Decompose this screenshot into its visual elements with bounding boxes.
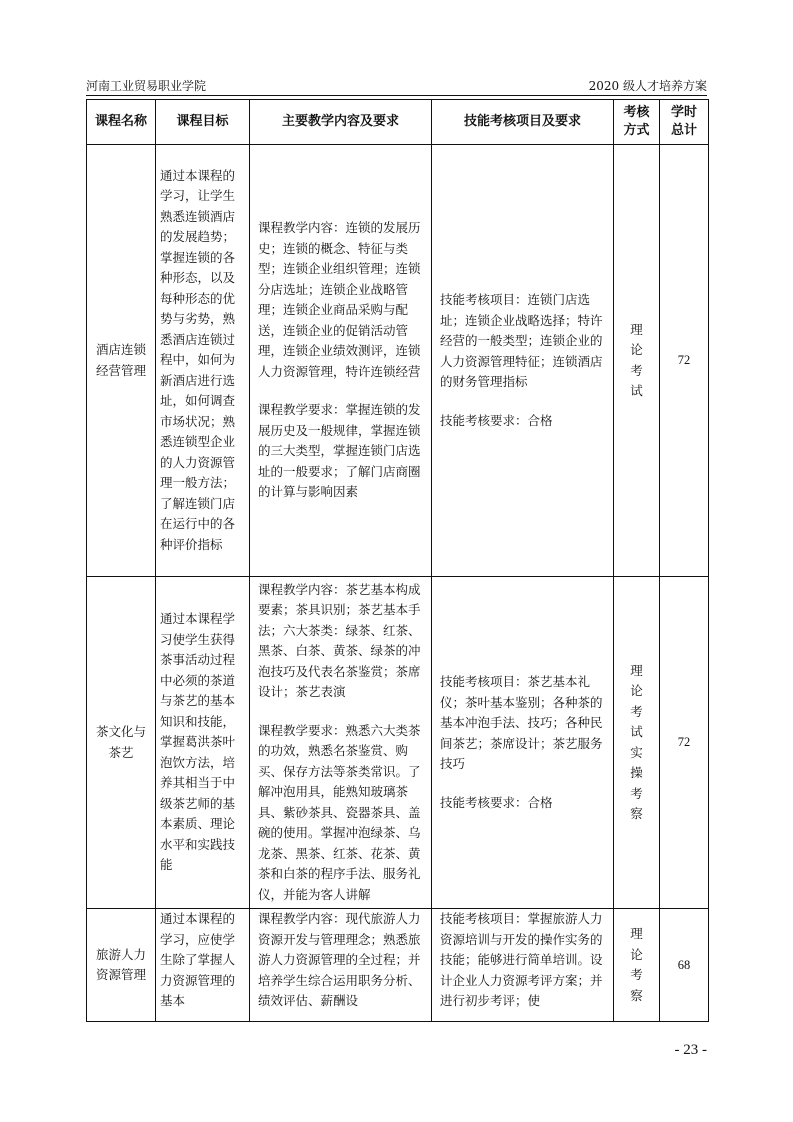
skill-assessment: 技能考核项目：掌握旅游人力资源培训与开发的操作实务的技能；能够进行简单培训。设计企业人力资源考评方案；并进行初步考评；使 bbox=[432, 909, 614, 1022]
course-name: 旅游人力资源管理 bbox=[87, 909, 156, 1022]
assessment-method: 理论考试实操考察 bbox=[614, 577, 660, 909]
skill-requirement: 技能考核要求：合格 bbox=[440, 412, 553, 428]
col-header-hours: 学时总计 bbox=[660, 100, 709, 145]
course-goal: 通过本课程的学习，让学生熟悉连锁酒店的发展趋势；掌握连锁的各种形态，以及每种形态的优势与劣势，熟悉酒店连锁过程中，如何为新酒店进行选址，如何调查市场状况；熟悉连锁型企业的人力资源管理一般方法；了解连锁门店在运行中的各种评价指标 bbox=[156, 145, 250, 577]
page-number: - 23 - bbox=[674, 1042, 707, 1058]
requirement-paragraph: 课程教学要求：熟悉六大类茶的功效，熟悉名茶鉴赏、购买、保存方法等茶类常识。了解冲泡用具，能熟知玻璃茶具、紫砂茶具、瓷器茶具、盖碗的使用。掌握冲泡绿茶、乌龙茶、黑茶、红茶、花茶、黄茶和白茶的程序手法、服务礼仪，并能为客人讲解 bbox=[258, 722, 421, 902]
content-paragraph: 课程教学内容：连锁的发展历史；连锁的概念、特征与类型；连锁企业组织管理；连锁分店选址；连锁企业战略管理；连锁企业商品采购与配送，连锁企业的促销活动管理，连锁企业绩效测评，连锁人力资源管理，特许连锁经营 bbox=[258, 220, 421, 379]
col-header-content: 主要教学内容及要求 bbox=[250, 100, 432, 145]
total-hours: 72 bbox=[660, 577, 709, 909]
header-school: 河南工业贸易职业学院 bbox=[86, 79, 207, 93]
course-goal: 通过本课程的学习，应使学生除了掌握人力资源管理的基本 bbox=[156, 909, 250, 1022]
total-hours: 68 bbox=[660, 909, 709, 1022]
skill-items: 技能考核项目：连锁门店选址；连锁企业战略选择；特许经营的一般类型；连锁企业的人力资源管理特征；连锁酒店的财务管理指标 bbox=[440, 292, 603, 389]
course-name: 酒店连锁经营管理 bbox=[87, 145, 156, 577]
table-row bbox=[87, 577, 709, 909]
skill-assessment bbox=[432, 145, 614, 577]
table-header-row bbox=[87, 100, 709, 145]
course-content bbox=[250, 145, 432, 577]
course-content: 课程教学内容：现代旅游人力资源开发与管理理念；熟悉旅游人力资源管理的全过程；并培养学生综合运用职务分析、绩效评估、薪酬设 bbox=[250, 909, 432, 1022]
skill-requirement: 技能考核要求：合格 bbox=[440, 794, 553, 810]
course-content bbox=[250, 577, 432, 909]
header-rule bbox=[86, 95, 707, 96]
table-row bbox=[87, 909, 709, 1022]
skill-items: 技能考核项目：茶艺基本礼仪；茶叶基本鉴别；各种茶的基本冲泡手法、技巧；各种民间茶艺；茶席设计；茶艺服务技巧 bbox=[440, 674, 603, 771]
requirement-paragraph: 课程教学要求：掌握连锁的发展历史及一般规律，掌握连锁的三大类型，掌握连锁门店选址的一般要求；了解门店商圈的计算与影响因素 bbox=[258, 402, 421, 500]
col-header-name: 课程名称 bbox=[87, 100, 156, 145]
skill-assessment bbox=[432, 577, 614, 909]
total-hours: 72 bbox=[660, 145, 709, 577]
course-name: 茶文化与茶艺 bbox=[87, 577, 156, 909]
col-header-skill: 技能考核项目及要求 bbox=[432, 100, 614, 145]
assessment-method: 理论考试 bbox=[614, 145, 660, 577]
curriculum-table bbox=[86, 99, 709, 1022]
header-doc-title: 2020 级人才培养方案 bbox=[588, 79, 707, 93]
col-header-method: 考核方式 bbox=[614, 100, 660, 145]
content-paragraph: 课程教学内容：茶艺基本构成要素；茶具识别；茶艺基本手法；六大茶类：绿茶、红茶、黑茶、白茶、黄茶、绿茶的冲泡技巧及代表名茶鉴赏；茶席设计；茶艺表演 bbox=[258, 581, 421, 700]
table-row bbox=[87, 145, 709, 577]
assessment-method: 理论考察 bbox=[614, 909, 660, 1022]
course-goal: 通过本课程学习使学生获得茶事活动过程中必须的茶道与茶艺的基本知识和技能，掌握葛洪茶叶泡饮方法，培养其相当于中级茶艺师的基本素质、理论水平和实践技能 bbox=[156, 577, 250, 909]
col-header-goal: 课程目标 bbox=[156, 100, 250, 145]
